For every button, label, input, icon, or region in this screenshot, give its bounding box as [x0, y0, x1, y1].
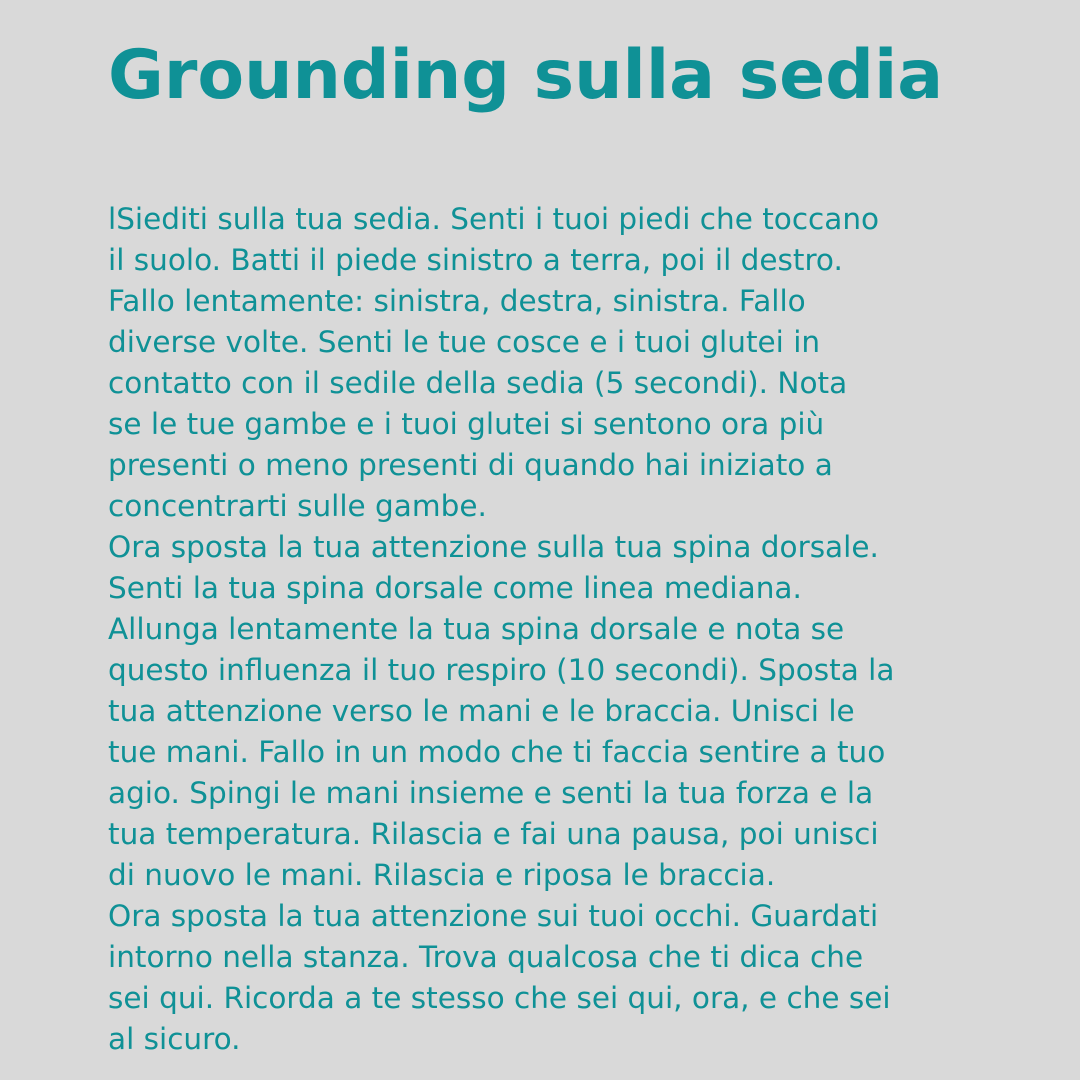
text-line: sei qui. Ricorda a te stesso che sei qui, ora, e che sei — [108, 981, 891, 1015]
text-line: di nuovo le mani. Rilascia e riposa le braccia. — [108, 858, 776, 892]
text-line: tua temperatura. Rilascia e fai una pausa, poi unisci — [108, 817, 879, 851]
text-line: tue mani. Fallo in un modo che ti faccia sentire a tuo — [108, 735, 886, 769]
page-title: Grounding sulla sedia — [108, 36, 944, 115]
text-line: concentrarti sulle gambe. — [108, 489, 487, 523]
text-line: presenti o meno presenti di quando hai iniziato a — [108, 448, 833, 482]
text-line: diverse volte. Senti le tue cosce e i tuoi glutei in — [108, 325, 821, 359]
text-line: contatto con il sedile della sedia (5 secondi). Nota — [108, 366, 848, 400]
text-line: Ora sposta la tua attenzione sulla tua spina dorsale. — [108, 530, 879, 564]
text-line: Senti la tua spina dorsale come linea mediana. — [108, 571, 802, 605]
text-line: Ora sposta la tua attenzione sui tuoi occhi. Guardati — [108, 899, 879, 933]
text-line: tua attenzione verso le mani e le braccia. Unisci le — [108, 694, 855, 728]
text-line: al sicuro. — [108, 1022, 241, 1056]
text-line: Allunga lentamente la tua spina dorsale e nota se — [108, 612, 845, 646]
text-line: questo influenza il tuo respiro (10 secondi). Sposta la — [108, 653, 895, 687]
text-line: Fallo lentamente: sinistra, destra, sinistra. Fallo — [108, 284, 806, 318]
instruction-text — [108, 199, 983, 1060]
text-line: lSiediti sulla tua sedia. Senti i tuoi piedi che toccano — [108, 202, 880, 236]
text-line: agio. Spingi le mani insieme e senti la tua forza e la — [108, 776, 874, 810]
text-line: intorno nella stanza. Trova qualcosa che ti dica che — [108, 940, 864, 974]
text-line: se le tue gambe e i tuoi glutei si sentono ora più — [108, 407, 825, 441]
text-line: il suolo. Batti il piede sinistro a terra, poi il destro. — [108, 243, 843, 277]
